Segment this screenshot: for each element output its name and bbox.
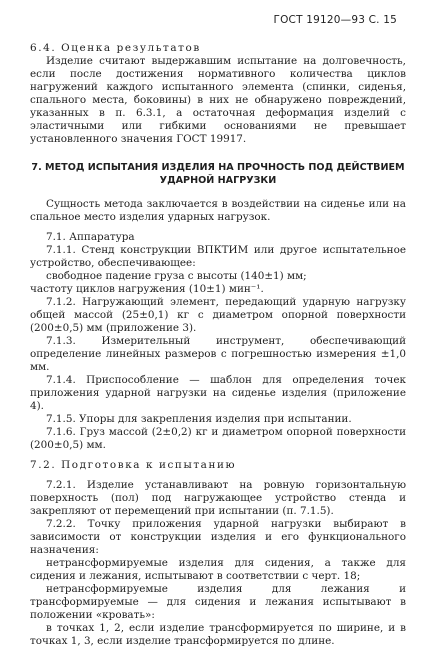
para-7-2-2-c: в точках 1, 2, если изделие трансформируется по ширине, и в точках 1, 3, если изделие трансформируется по длине. bbox=[30, 622, 406, 647]
para-7-2-2: 7.2.2. Точку приложения ударной нагрузки выбирают в зависимости от конструкции изделия и его функционального назначения: bbox=[30, 518, 406, 556]
para-7-1-5: 7.1.5. Упоры для закрепления изделия при испытании. bbox=[46, 413, 352, 425]
para-7-1-1: 7.1.1. Стенд конструкции ВПКТИМ или другое испытательное устройство, обеспечивающее: bbox=[30, 244, 406, 269]
para-7-2-title: 7.2. Подготовка к испытанию bbox=[30, 459, 237, 471]
para-7-1-4: 7.1.4. Приспособление — шаблон для определения точек приложения ударной нагрузки на сиденье изделия (приложение 4). bbox=[30, 374, 406, 412]
section-6-4-text: Изделие считают выдержавшим испытание на долговечность, если после достижения нормативного количества циклов нагружений каждого испытанного элемента (спинки, сиденья, спального места, боковины) в них не обнаружено повреждений, указанных в п. 6.3.1, а остаточная деформация изделий с эластичными или гибкими основаниями не превышает установленного значения ГОСТ 19917. bbox=[30, 55, 406, 145]
para-7-2-2-b: нетрансформируемые изделия для лежания и трансформируемые — для сидения и лежания испытывают в положении «кровать»: bbox=[30, 583, 406, 621]
page-header: ГОСТ 19120—93 С. 15 bbox=[273, 14, 397, 26]
section-7-intro: Сущность метода заключается в воздействии на сиденье или на спальное место изделия ударных нагрузок. bbox=[30, 198, 406, 223]
para-7-1-1-a: свободное падение груза с высоты (140±1) мм; bbox=[46, 270, 307, 282]
para-7-2-1: 7.2.1. Изделие устанавливают на ровную горизонтальную поверхность (пол) под нагружающее устройство стенда и закрепляют от перемещений при испытании (п. 7.1.5). bbox=[30, 479, 406, 517]
para-7-1-3: 7.1.3. Измерительный инструмент, обеспечивающий определение линейных размеров с погрешностью измерения ±1,0 мм. bbox=[30, 335, 406, 373]
section-7-title-line2: УДАРНОЙ НАГРУЗКИ bbox=[159, 175, 277, 186]
para-7-1-6: 7.1.6. Груз массой (2±0,2) кг и диаметром опорной поверхности (200±0,5) мм. bbox=[30, 426, 406, 451]
section-6-4-title: 6.4. Оценка результатов bbox=[30, 42, 201, 54]
section-7-title-line1: 7. МЕТОД ИСПЫТАНИЯ ИЗДЕЛИЯ НА ПРОЧНОСТЬ ПОД ДЕЙСТВИЕМ bbox=[31, 162, 405, 173]
para-7-1-1-b: частоту циклов нагружения (10±1) мин⁻¹. bbox=[30, 283, 264, 295]
para-7-1: 7.1. Аппаратура bbox=[46, 231, 135, 243]
para-7-2-2-a: нетрансформируемые изделия для сидения, а также для сидения и лежания, испытывают в соответствии с черт. 18; bbox=[30, 557, 406, 582]
para-7-1-2: 7.1.2. Нагружающий элемент, передающий ударную нагрузку общей массой (25±0,1) кг с диаметром опорной поверхности (200±0,5) мм (приложение 3). bbox=[30, 296, 406, 334]
page-body bbox=[30, 42, 406, 648]
